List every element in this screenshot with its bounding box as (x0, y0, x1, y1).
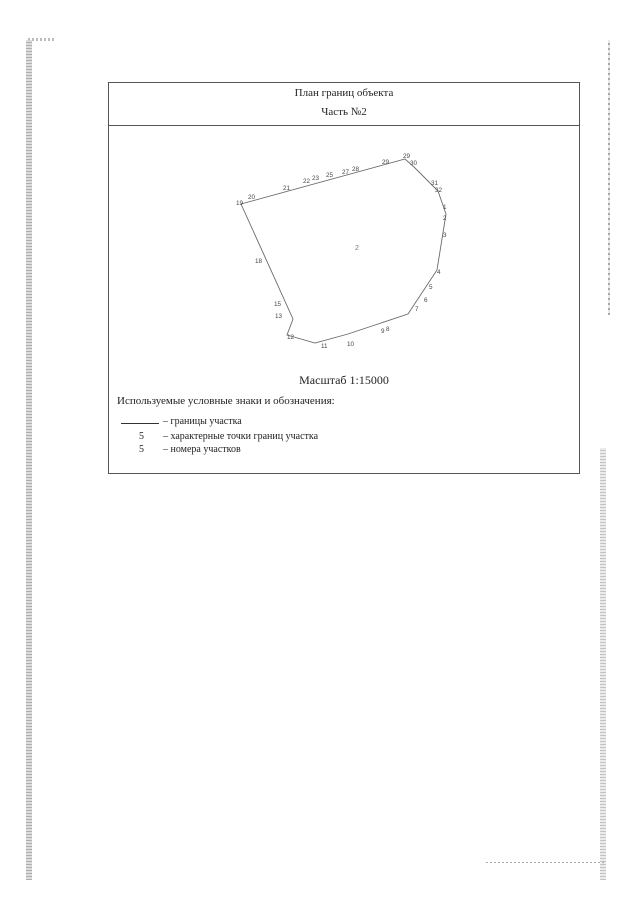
point-label: 10 (347, 341, 355, 348)
point-label: 31 (431, 180, 439, 187)
point-label: 12 (287, 334, 295, 341)
point-label: 29 (403, 153, 411, 160)
point-label: 28 (352, 166, 360, 173)
plan-part: Часть №2 (321, 106, 367, 118)
point-label: 1 (443, 204, 447, 211)
scan-artifact-mark (28, 38, 56, 41)
point-label: 13 (275, 313, 283, 320)
plan-title: План границ объекта (294, 87, 394, 99)
point-label: 22 (303, 178, 311, 185)
point-label: 3 (443, 232, 447, 239)
point-label: 4 (437, 269, 441, 276)
legend-boundary-text: – границы участка (163, 416, 242, 427)
point-label: 6 (424, 297, 428, 304)
point-label: 19 (236, 200, 244, 207)
scan-edge-left (26, 40, 32, 880)
point-label: 30 (410, 160, 418, 167)
point-label: 27 (342, 169, 350, 176)
boundary-plan (109, 83, 579, 363)
point-label: 8 (386, 326, 390, 333)
scale-label: Масштаб 1:15000 (299, 373, 389, 387)
legend-boundary-line (121, 423, 159, 424)
parcel-number-label: 2 (355, 245, 359, 252)
point-label: 25 (326, 172, 334, 179)
legend-parcel-text: – номера участков (163, 444, 241, 455)
scan-edge-right-top (608, 40, 610, 315)
point-label: 11 (321, 343, 328, 350)
legend-title: Используемые условные знаки и обозначения: (117, 395, 335, 407)
point-label: 20 (248, 194, 256, 201)
legend-point-symbol: 5 (139, 431, 144, 442)
point-label: 2 (443, 215, 447, 222)
point-label: 29 (382, 159, 390, 166)
point-label: 5 (429, 284, 433, 291)
scan-edge-right-bottom (600, 448, 606, 880)
legend-point-text: – характерные точки границ участка (163, 431, 319, 442)
legend-parcel-symbol: 5 (139, 444, 144, 455)
plan-frame (108, 82, 580, 474)
point-label: 21 (283, 185, 291, 192)
point-label: 7 (415, 306, 419, 313)
scan-artifact-foot (486, 862, 604, 863)
point-label: 9 (381, 328, 385, 335)
point-label: 32 (435, 187, 443, 194)
point-label: 23 (312, 175, 320, 182)
point-label: 15 (274, 301, 282, 308)
point-label: 18 (255, 258, 263, 265)
parcel-boundary (241, 159, 446, 343)
